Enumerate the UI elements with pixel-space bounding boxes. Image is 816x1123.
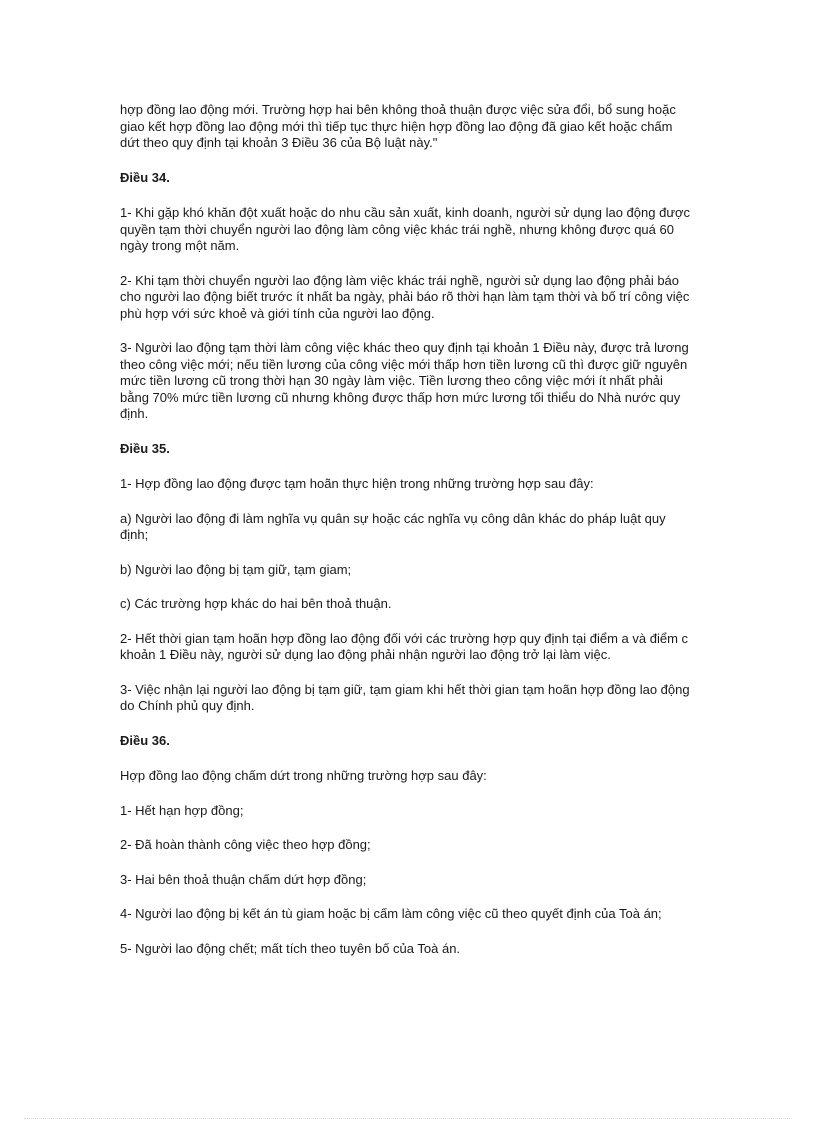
article-34-clause-3: 3- Người lao động tạm thời làm công việc khác theo quy định tại khoản 1 Điều này, được trả lương theo công việc mới; nếu tiền lương của công việc mới thấp hơn tiền lương cũ thì được giữ nguyên mức tiền lương cũ trong thời hạn 30 ngày làm việc. Tiền lương theo công việc mới ít nhất phải bằng 70% mức tiền lương cũ nhưng không được thấp hơn mức lương tối thiểu do Nhà nước quy định. (120, 340, 689, 421)
article-34-clause-2: 2- Khi tạm thời chuyển người lao động làm việc khác trái nghề, người sử dụng lao động phải báo cho người lao động biết trước ít nhất ba ngày, phải báo rõ thời hạn làm tạm thời và bố trí công việc phù hợp với sức khoẻ và giới tính của người lao động. (120, 272, 690, 321)
article-35-heading: Điều 35. (120, 440, 170, 456)
article-35-clause-2: 2- Hết thời gian tạm hoãn hợp đồng lao động đối với các trường hợp quy định tại điểm a và điểm c khoản 1 Điều này, người sử dụng lao động phải nhận người lao động trở lại làm việc. (120, 630, 689, 662)
document-body (120, 102, 692, 975)
article-36-item-4: 4- Người lao động bị kết án tù giam hoặc bị cấm làm công việc cũ theo quyết định của Toà án; (120, 906, 662, 921)
article-34-clause-1: 1- Khi gặp khó khăn đột xuất hoặc do nhu cầu sản xuất, kinh doanh, người sử dụng lao động được quyền tạm thời chuyển người lao động làm công việc khác trái nghề, nhưng không được quá 60 ngày trong một năm. (120, 205, 691, 253)
article-36-item-5: 5- Người lao động chết; mất tích theo tuyên bố của Toà án. (120, 940, 461, 956)
article-36-intro: Hợp đồng lao động chấm dứt trong những trường hợp sau đây: (120, 768, 487, 783)
article-35-item-a: a) Người lao động đi làm nghĩa vụ quân sự hoặc các nghĩa vụ công dân khác do pháp luật quy định; (120, 510, 666, 542)
article-35-item-b: b) Người lao động bị tạm giữ, tạm giam; (120, 561, 352, 577)
article-35-clause-3: 3- Việc nhận lại người lao động bị tạm giữ, tạm giam khi hết thời gian tạm hoãn hợp đồng lao động do Chính phủ quy định. (120, 681, 690, 713)
article-36-heading: Điều 36. (120, 732, 170, 748)
article-36-item-2: 2- Đã hoàn thành công việc theo hợp đồng; (120, 837, 371, 852)
article-36-item-1: 1- Hết hạn hợp đồng; (120, 802, 244, 818)
article-35-item-c: c) Các trường hợp khác do hai bên thoả thuận. (120, 596, 392, 611)
page-bottom-divider (24, 1118, 792, 1119)
paragraph-continuation: hợp đồng lao động mới. Trường hợp hai bên không thoả thuận được việc sửa đổi, bổ sung hoặc giao kết hợp đồng lao động mới thì tiếp tục thực hiện hợp đồng lao động đã giao kết hoặc chấm dứt theo quy định tại khoản 3 Điều 36 của Bộ luật này." (120, 102, 676, 150)
article-35-clause-1: 1- Hợp đồng lao động được tạm hoãn thực hiện trong những trường hợp sau đây: (120, 476, 594, 491)
article-34-heading: Điều 34. (120, 169, 170, 185)
article-36-item-3: 3- Hai bên thoả thuận chấm dứt hợp đồng; (120, 871, 367, 887)
